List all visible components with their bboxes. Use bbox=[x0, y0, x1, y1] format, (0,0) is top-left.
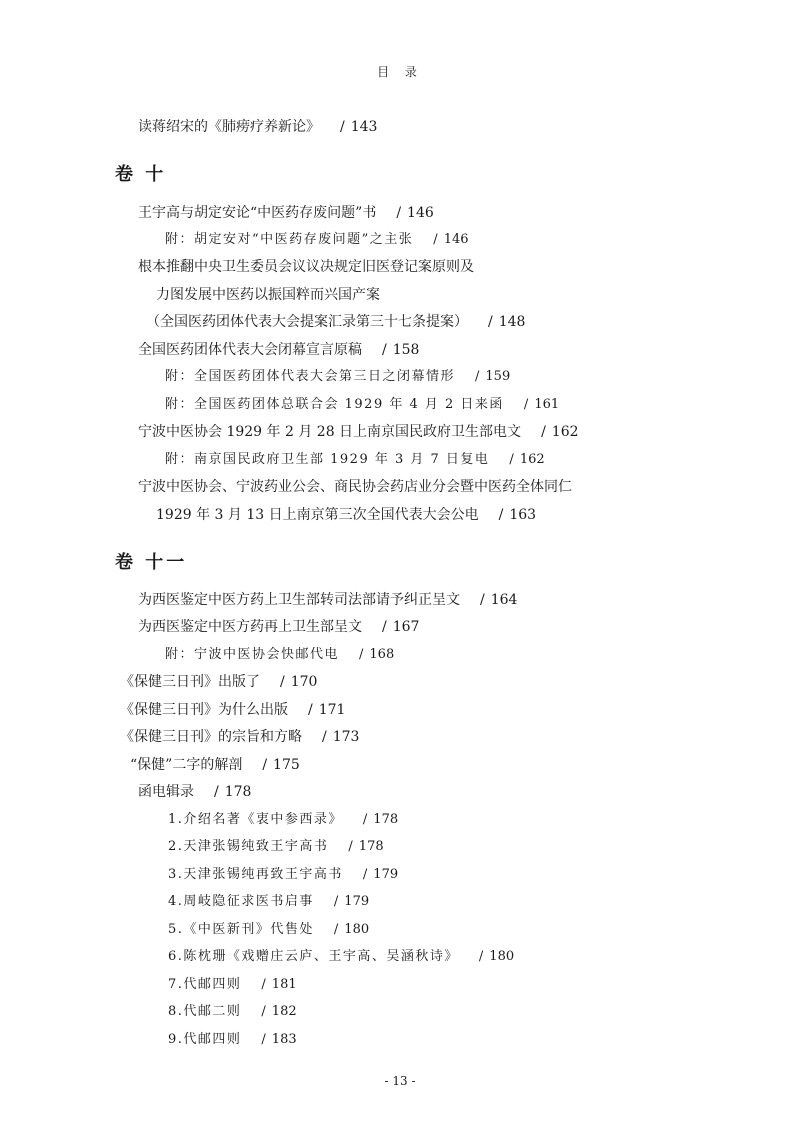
toc-appendix-entry bbox=[165, 396, 559, 414]
toc-entry-continuation bbox=[156, 506, 536, 524]
toc-entry-title: 为西医鉴定中医方药上卫生部转司法部请予纠正呈文 bbox=[138, 592, 460, 608]
toc-entry bbox=[138, 591, 517, 609]
toc-sub-entry bbox=[168, 948, 514, 966]
toc-entry-page: / 162 bbox=[541, 424, 579, 440]
page-header: 目 录 bbox=[377, 65, 423, 79]
toc-entry-title: 《保健三日刊》为什么出版 bbox=[120, 702, 288, 718]
toc-entry-page: / 179 bbox=[362, 867, 399, 882]
toc-entry-title: 附：宁波中医协会快邮代电 bbox=[165, 647, 340, 662]
toc-entry-page: / 183 bbox=[261, 1032, 297, 1047]
toc-sub-entry bbox=[168, 976, 297, 994]
toc-sub-entry bbox=[168, 838, 384, 856]
toc-entry-title: 王宇高与胡定安论“中医药存废问题”书 bbox=[138, 205, 377, 221]
toc-entry-page: / 180 bbox=[478, 949, 515, 964]
toc-entry bbox=[120, 701, 345, 719]
toc-entry-title: 为西医鉴定中医方药再上卫生部呈文 bbox=[138, 619, 362, 635]
toc-entry bbox=[130, 756, 300, 774]
toc-entry-page: / 180 bbox=[333, 922, 370, 937]
toc-entry-title: 宁波中医协会、宁波药业公会、商民协会药店业分会暨中医药全体同仁 bbox=[138, 479, 572, 495]
toc-entry-title: 《保健三日刊》出版了 bbox=[120, 674, 260, 690]
toc-entry-title: 7.代邮四则 bbox=[168, 977, 242, 992]
toc-entry-page: / 146 bbox=[433, 232, 469, 247]
section-heading-juan-10: 卷 十 bbox=[115, 164, 167, 185]
toc-entry bbox=[138, 783, 251, 801]
toc-entry-page: / 181 bbox=[261, 977, 297, 992]
toc-entry bbox=[138, 204, 434, 222]
toc-entry-page: / 178 bbox=[348, 839, 384, 854]
toc-sub-entry bbox=[168, 1031, 297, 1049]
toc-entry-title: 2.天津张锡纯致王宇高书 bbox=[168, 839, 329, 854]
toc-entry-title: 9.代邮四则 bbox=[168, 1032, 242, 1047]
toc-entry-title: 3.天津张锡纯再致王宇高书 bbox=[168, 867, 343, 882]
toc-entry-continuation bbox=[146, 313, 525, 331]
toc-entry-title: 附：全国医药团体总联合会 1929 年 4 月 2 日来函 bbox=[165, 397, 504, 412]
toc-entry bbox=[138, 618, 419, 636]
toc-entry bbox=[120, 673, 317, 691]
toc-entry-page: / 161 bbox=[523, 397, 560, 412]
toc-entry-page: / 163 bbox=[498, 507, 537, 523]
toc-entry-title: 附：全国医药团体代表大会第三日之闭幕情形 bbox=[165, 369, 456, 384]
toc-entry-page: / 164 bbox=[480, 592, 518, 608]
toc-entry bbox=[138, 118, 377, 136]
toc-entry bbox=[120, 728, 359, 746]
toc-entry-page: / 182 bbox=[261, 1004, 297, 1019]
toc-entry-title: 函电辑录 bbox=[138, 784, 194, 800]
toc-entry-title: 1929 年 3 月 13 日上南京第三次全国代表大会公电 bbox=[156, 507, 479, 523]
toc-appendix-entry bbox=[165, 368, 510, 386]
toc-sub-entry bbox=[168, 866, 398, 884]
toc-entry-title: 根本推翻中央卫生委员会议议决规定旧医登记案原则及 bbox=[138, 259, 474, 275]
toc-entry-title: 附：胡定安对“中医药存废问题”之主张 bbox=[165, 232, 414, 247]
toc-sub-entry bbox=[168, 1003, 297, 1021]
toc-entry bbox=[138, 478, 572, 496]
toc-entry-continuation bbox=[156, 286, 380, 304]
toc-entry bbox=[138, 258, 474, 276]
toc-entry-page: / 159 bbox=[475, 369, 511, 384]
toc-entry-title: 6.陈枕珊《戏赠庄云庐、王宇高、吴涵秋诗》 bbox=[168, 949, 459, 964]
toc-appendix-entry bbox=[165, 451, 545, 469]
toc-entry-title: 5.《中医新刊》代售处 bbox=[168, 922, 314, 937]
toc-entry-page: / 171 bbox=[308, 702, 346, 718]
toc-entry-page: / 178 bbox=[214, 784, 252, 800]
toc-entry-title: 附：南京国民政府卫生部 1929 年 3 月 7 日复电 bbox=[165, 452, 490, 467]
toc-entry-title: 宁波中医协会 1929 年 2 月 28 日上南京国民政府卫生部电文 bbox=[138, 424, 522, 440]
toc-entry-page: / 178 bbox=[362, 812, 399, 827]
toc-entry-title: 全国医药团体代表大会闭幕宣言原稿 bbox=[138, 342, 362, 358]
toc-entry-page: / 146 bbox=[396, 205, 434, 221]
toc-entry-page: / 143 bbox=[340, 119, 378, 135]
toc-entry-title: 4.周岐隐征求医书启事 bbox=[168, 894, 314, 909]
toc-sub-entry bbox=[168, 921, 369, 939]
toc-entry bbox=[138, 341, 419, 359]
toc-entry-title: 力图发展中医药以振国粹而兴国产案 bbox=[156, 287, 380, 303]
toc-entry-title: 《保健三日刊》的宗旨和方略 bbox=[120, 729, 302, 745]
section-heading-juan-11: 卷 十一 bbox=[115, 552, 188, 573]
page-number: - 13 - bbox=[384, 1074, 416, 1088]
toc-entry-title: 8.代邮二则 bbox=[168, 1004, 242, 1019]
toc-entry bbox=[138, 423, 579, 441]
toc-entry-page: / 148 bbox=[488, 314, 526, 330]
toc-entry-page: / 170 bbox=[280, 674, 318, 690]
toc-sub-entry bbox=[168, 893, 369, 911]
toc-entry-title: （全国医药团体代表大会提案汇录第三十七条提案） bbox=[146, 314, 468, 330]
toc-entry-page: / 162 bbox=[509, 452, 545, 467]
toc-entry-page: / 168 bbox=[359, 647, 395, 662]
toc-entry-page: / 175 bbox=[262, 757, 300, 773]
toc-entry-title: “保健”二字的解剖 bbox=[130, 757, 243, 773]
toc-appendix-entry bbox=[165, 646, 394, 664]
toc-entry-page: / 173 bbox=[322, 729, 360, 745]
toc-entry-page: / 179 bbox=[333, 894, 370, 909]
toc-entry-page: / 167 bbox=[382, 619, 420, 635]
toc-entry-title: 读蒋绍宋的《肺痨疗养新论》 bbox=[138, 119, 320, 135]
toc-appendix-entry bbox=[165, 231, 469, 249]
toc-entry-title: 1.介绍名著《衷中参西录》 bbox=[168, 812, 343, 827]
toc-entry-page: / 158 bbox=[382, 342, 420, 358]
toc-sub-entry bbox=[168, 811, 398, 829]
